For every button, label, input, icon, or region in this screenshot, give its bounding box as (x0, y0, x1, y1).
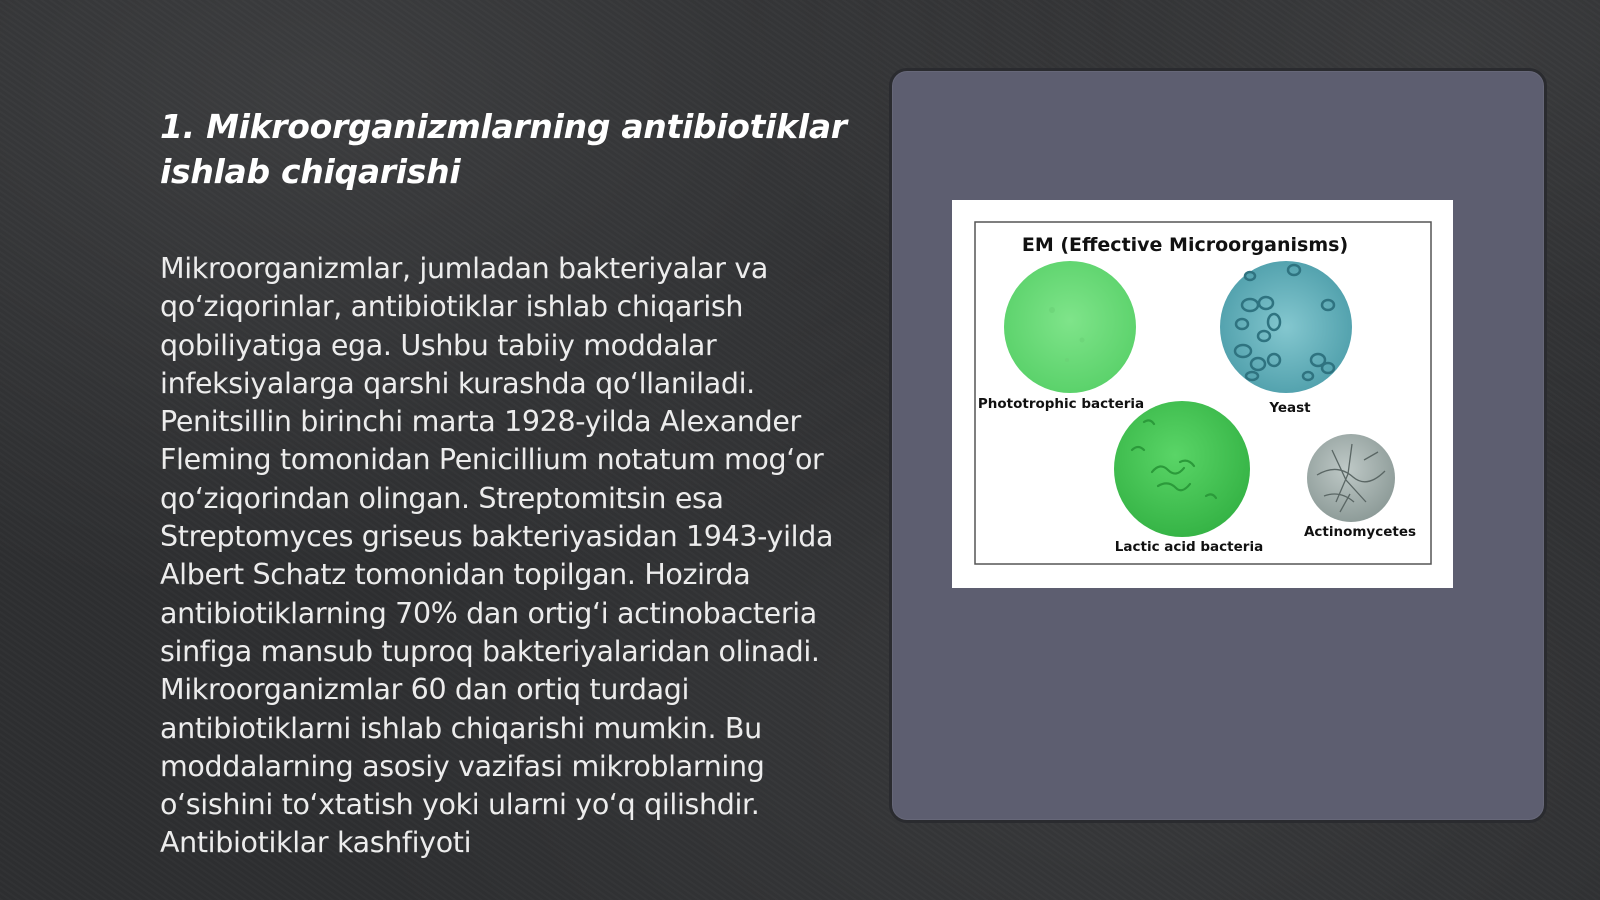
yeast-label: Yeast (1269, 400, 1311, 416)
lactic-acid-bacteria-image (1114, 401, 1250, 537)
yeast-image (1220, 261, 1352, 393)
image-panel (889, 68, 1547, 823)
phototrophic-bacteria-image (1004, 261, 1136, 393)
actinomycetes-label: Actinomycetes (1303, 524, 1417, 540)
actinomycetes-image (1307, 434, 1395, 522)
em-figure-svg (952, 200, 1453, 588)
em-figure (952, 200, 1453, 588)
text-column (160, 104, 850, 863)
figure-title: EM (Effective Microorganisms) (1021, 234, 1349, 256)
slide-body-text: Mikroorganizmlar, jumladan bakteriyalar va qo‘ziqorinlar, antibiotiklar ishlab chiqarish qobiliyatiga ega. Ushbu tabiiy moddalar infeksiyalarga qarshi kurashda qo‘llaniladi. Penitsillin birinchi marta 1928-yilda Alexander Fleming tomonidan Penicillium notatum mog‘or qo‘ziqorindan olingan. Streptomitsin esa Streptomyces griseus bakteriyasidan 1943-yilda Albert Schatz tomonidan topilgan. Hozirda antibiotiklarning 70% dan ortig‘i actinobacteria sinfiga mansub tuproq bakteriyalaridan olinadi. Mikroorganizmlar 60 dan ortiq turdagi antibiotiklarni ishlab chiqarishi mumkin. Bu moddalarning asosiy vazifasi mikroblarning o‘sishini to‘xtatish yoki ularni yo‘q qilishdir. Antibiotiklar kashfiyoti (160, 252, 834, 860)
lactic-acid-bacteria-label: Lactic acid bacteria (1114, 539, 1264, 555)
slide-title: 1. Mikroorganizmlarning antibiotiklar ishlab chiqarishi (160, 107, 847, 191)
phototrophic-bacteria-label: Phototrophic bacteria (977, 396, 1145, 412)
